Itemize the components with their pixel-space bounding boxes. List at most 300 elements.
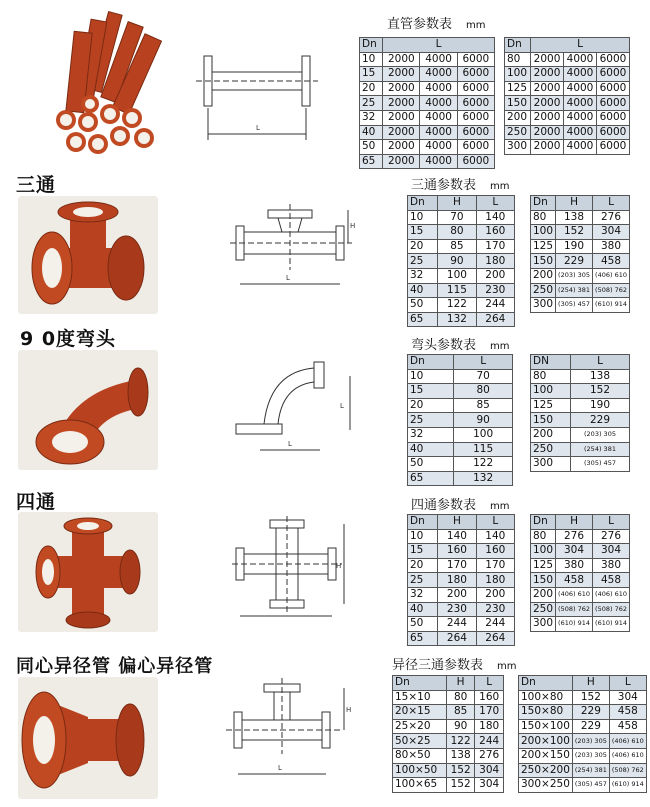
table-cell: 15 bbox=[360, 67, 383, 82]
table-row bbox=[505, 67, 630, 82]
column-header: Dn bbox=[531, 196, 556, 211]
table-cell: 2000 bbox=[531, 52, 564, 67]
unit-text: mm bbox=[490, 501, 510, 512]
table-cell: 50 bbox=[408, 298, 438, 313]
table-cell: 80 bbox=[531, 529, 556, 544]
table-cell: 200×100 bbox=[519, 734, 573, 749]
length-label: L bbox=[256, 124, 260, 132]
table-row bbox=[531, 457, 630, 472]
table-header-row bbox=[408, 515, 515, 530]
table-cell: 300 bbox=[505, 140, 531, 155]
column-header: Dn bbox=[531, 515, 556, 530]
table-cell: 150 bbox=[531, 573, 556, 588]
table-cell: 6000 bbox=[457, 81, 494, 96]
table-cell: 125 bbox=[531, 558, 556, 573]
table-cell: (406) 610 bbox=[556, 587, 593, 602]
table-cell: 230 bbox=[438, 602, 476, 617]
table-cell: 250 bbox=[531, 602, 556, 617]
table-row bbox=[393, 705, 504, 720]
table-cell: 170 bbox=[476, 239, 514, 254]
table-cell: 50 bbox=[360, 140, 383, 155]
table-row bbox=[408, 254, 515, 269]
unit-text: mm bbox=[497, 661, 517, 672]
elbow-table-right bbox=[530, 354, 630, 472]
table-row bbox=[519, 778, 647, 793]
height-label: H bbox=[346, 706, 352, 714]
table-row bbox=[360, 154, 495, 169]
table-cell: 152 bbox=[446, 763, 475, 778]
table-row bbox=[408, 427, 513, 442]
table-row bbox=[531, 544, 630, 559]
table-row bbox=[408, 544, 515, 559]
table-cell: 4000 bbox=[564, 140, 597, 155]
table-cell: 4000 bbox=[564, 52, 597, 67]
table-row bbox=[531, 398, 630, 413]
table-cell: 4000 bbox=[420, 81, 457, 96]
title-text: 四通参数表 bbox=[411, 498, 477, 513]
table-cell: 80 bbox=[438, 225, 476, 240]
table-cell: 230 bbox=[476, 283, 514, 298]
column-header: Dn bbox=[505, 38, 531, 53]
cross-section-title: 四通 bbox=[16, 491, 57, 513]
table-cell: 300 bbox=[531, 617, 556, 632]
table-row bbox=[408, 587, 515, 602]
table-header-row bbox=[531, 515, 630, 530]
reducing-tee-drawing bbox=[226, 678, 366, 788]
table-cell: 229 bbox=[572, 705, 609, 720]
table-cell: 125 bbox=[505, 81, 531, 96]
elbow-section-title: 9 0度弯头 bbox=[20, 328, 117, 350]
table-row bbox=[531, 283, 630, 298]
table-cell: 80 bbox=[531, 369, 571, 384]
table-cell: 15 bbox=[408, 225, 438, 240]
tee-section-title: 三通 bbox=[16, 174, 57, 196]
table-cell: 4000 bbox=[420, 96, 457, 111]
table-cell: 85 bbox=[454, 398, 513, 413]
table-cell: 200 bbox=[531, 268, 556, 283]
table-cell: (305) 457 bbox=[570, 457, 629, 472]
table-cell: 160 bbox=[476, 544, 514, 559]
table-cell: 2000 bbox=[383, 81, 420, 96]
table-cell: 70 bbox=[454, 369, 513, 384]
tee-table-left bbox=[407, 195, 515, 327]
table-row bbox=[408, 631, 515, 646]
table-cell: 6000 bbox=[597, 110, 630, 125]
table-cell: 244 bbox=[438, 617, 476, 632]
table-cell: 4000 bbox=[420, 140, 457, 155]
table-cell: 2000 bbox=[531, 81, 564, 96]
table-cell: 6000 bbox=[457, 110, 494, 125]
table-cell: 25 bbox=[408, 413, 454, 428]
table-row bbox=[360, 52, 495, 67]
reducing-tee-table-title bbox=[392, 654, 517, 673]
table-cell: 2000 bbox=[383, 96, 420, 111]
table-row bbox=[531, 298, 630, 313]
table-row bbox=[531, 369, 630, 384]
table-cell: 6000 bbox=[457, 140, 494, 155]
elbow-table-left bbox=[407, 354, 513, 486]
table-row bbox=[505, 52, 630, 67]
table-row bbox=[393, 690, 504, 705]
tee-photo bbox=[18, 196, 158, 314]
reducer-photo bbox=[18, 677, 158, 799]
title-text: 三通参数表 bbox=[411, 178, 477, 193]
height-label: L bbox=[340, 402, 344, 410]
column-header: L bbox=[454, 355, 513, 370]
elbow-photo bbox=[18, 350, 158, 470]
table-row bbox=[408, 210, 515, 225]
table-row bbox=[408, 442, 513, 457]
column-header: Dn bbox=[408, 196, 438, 211]
straight-table-title bbox=[387, 13, 486, 32]
column-header: Dn bbox=[519, 676, 573, 691]
table-cell: 170 bbox=[476, 558, 514, 573]
table-cell: 2000 bbox=[531, 140, 564, 155]
column-header: H bbox=[438, 515, 476, 530]
table-cell: 40 bbox=[360, 125, 383, 140]
table-cell: (406) 610 bbox=[609, 734, 646, 749]
table-cell: 250 bbox=[505, 125, 531, 140]
table-cell: 40 bbox=[408, 442, 454, 457]
elbow-drawing bbox=[230, 352, 370, 464]
table-cell: 100 bbox=[531, 384, 571, 399]
table-row bbox=[531, 617, 630, 632]
column-header: L bbox=[609, 676, 646, 691]
table-row bbox=[393, 748, 504, 763]
column-header: L bbox=[476, 196, 514, 211]
table-header-row bbox=[505, 38, 630, 53]
table-row bbox=[519, 734, 647, 749]
table-row bbox=[393, 719, 504, 734]
table-cell: 2000 bbox=[531, 125, 564, 140]
table-cell: 304 bbox=[609, 690, 646, 705]
table-cell: 180 bbox=[475, 719, 504, 734]
table-cell: 304 bbox=[593, 225, 630, 240]
table-cell: 90 bbox=[454, 413, 513, 428]
table-cell: 200 bbox=[531, 427, 571, 442]
table-cell: 122 bbox=[446, 734, 475, 749]
table-cell: 25×20 bbox=[393, 719, 447, 734]
table-row bbox=[531, 384, 630, 399]
table-cell: (254) 381 bbox=[572, 763, 609, 778]
table-row bbox=[408, 558, 515, 573]
table-cell: 6000 bbox=[597, 52, 630, 67]
table-cell: 160 bbox=[476, 225, 514, 240]
table-cell: 6000 bbox=[597, 67, 630, 82]
table-cell: 20×15 bbox=[393, 705, 447, 720]
table-cell: 200 bbox=[476, 587, 514, 602]
table-cell: 132 bbox=[438, 312, 476, 327]
table-row bbox=[408, 529, 515, 544]
column-header: L bbox=[531, 38, 630, 53]
table-cell: 32 bbox=[408, 427, 454, 442]
table-cell: 140 bbox=[476, 210, 514, 225]
table-cell: 80 bbox=[505, 52, 531, 67]
table-cell: 250 bbox=[531, 283, 556, 298]
table-cell: 458 bbox=[593, 573, 630, 588]
table-cell: (508) 762 bbox=[609, 763, 646, 778]
table-cell: (610) 914 bbox=[593, 617, 630, 632]
table-cell: 170 bbox=[475, 705, 504, 720]
table-row bbox=[408, 602, 515, 617]
table-cell: 180 bbox=[438, 573, 476, 588]
table-row bbox=[531, 587, 630, 602]
table-cell: 190 bbox=[556, 239, 593, 254]
table-cell: (610) 914 bbox=[593, 298, 630, 313]
table-cell: 250 bbox=[531, 442, 571, 457]
table-row bbox=[408, 239, 515, 254]
table-cell: 170 bbox=[438, 558, 476, 573]
table-row bbox=[531, 239, 630, 254]
table-cell: 15×10 bbox=[393, 690, 447, 705]
table-row bbox=[531, 427, 630, 442]
table-cell: 20 bbox=[408, 558, 438, 573]
column-header: DN bbox=[531, 355, 571, 370]
table-row bbox=[531, 413, 630, 428]
table-cell: 180 bbox=[476, 254, 514, 269]
table-cell: 80 bbox=[454, 384, 513, 399]
table-cell: 4000 bbox=[564, 96, 597, 111]
table-cell: 244 bbox=[476, 298, 514, 313]
table-cell: 180 bbox=[476, 573, 514, 588]
table-cell: 300 bbox=[531, 298, 556, 313]
table-cell: (254) 381 bbox=[556, 283, 593, 298]
table-cell: 65 bbox=[408, 471, 454, 486]
table-cell: (406) 610 bbox=[593, 587, 630, 602]
table-header-row bbox=[531, 355, 630, 370]
table-cell: 152 bbox=[556, 225, 593, 240]
cross-photo bbox=[18, 512, 158, 632]
table-cell: 50 bbox=[408, 617, 438, 632]
table-row bbox=[505, 125, 630, 140]
table-row bbox=[408, 457, 513, 472]
table-cell: 85 bbox=[438, 239, 476, 254]
table-cell: 6000 bbox=[457, 67, 494, 82]
table-cell: (406) 610 bbox=[593, 268, 630, 283]
table-row bbox=[408, 617, 515, 632]
table-row bbox=[531, 442, 630, 457]
table-cell: 380 bbox=[556, 558, 593, 573]
table-cell: 32 bbox=[408, 268, 438, 283]
column-header: Dn bbox=[393, 676, 447, 691]
table-cell: 2000 bbox=[531, 110, 564, 125]
table-row bbox=[360, 110, 495, 125]
straight-pipe-photo bbox=[28, 10, 168, 158]
column-header: L bbox=[476, 515, 514, 530]
table-cell: (305) 457 bbox=[556, 298, 593, 313]
table-row bbox=[531, 573, 630, 588]
column-header: L bbox=[475, 676, 504, 691]
table-cell: 200×150 bbox=[519, 748, 573, 763]
table-cell: 300×250 bbox=[519, 778, 573, 793]
column-header: Dn bbox=[408, 515, 438, 530]
table-cell: 20 bbox=[408, 398, 454, 413]
table-row bbox=[360, 67, 495, 82]
table-cell: 229 bbox=[556, 254, 593, 269]
table-cell: (406) 610 bbox=[609, 748, 646, 763]
table-cell: 25 bbox=[408, 573, 438, 588]
table-cell: 100 bbox=[454, 427, 513, 442]
table-cell: 230 bbox=[476, 602, 514, 617]
table-cell: 380 bbox=[593, 239, 630, 254]
table-cell: 4000 bbox=[420, 52, 457, 67]
table-cell: 6000 bbox=[597, 140, 630, 155]
column-header: Dn bbox=[360, 38, 383, 53]
table-cell: (203) 305 bbox=[572, 748, 609, 763]
cross-table-right bbox=[530, 514, 630, 632]
table-cell: 6000 bbox=[597, 81, 630, 96]
table-cell: 2000 bbox=[531, 67, 564, 82]
table-cell: 65 bbox=[408, 631, 438, 646]
unit-text: mm bbox=[490, 341, 510, 352]
unit-text: mm bbox=[490, 181, 510, 192]
table-row bbox=[531, 210, 630, 225]
table-cell: 138 bbox=[556, 210, 593, 225]
table-header-row bbox=[360, 38, 495, 53]
table-cell: (610) 914 bbox=[609, 778, 646, 793]
table-cell: 80 bbox=[446, 690, 475, 705]
table-header-row bbox=[519, 676, 647, 691]
column-header: L bbox=[570, 355, 629, 370]
table-cell: 300 bbox=[531, 457, 571, 472]
column-header: L bbox=[383, 38, 495, 53]
table-row bbox=[408, 413, 513, 428]
table-row bbox=[519, 763, 647, 778]
unit-text: mm bbox=[466, 20, 486, 31]
table-cell: 150×100 bbox=[519, 719, 573, 734]
table-row bbox=[408, 312, 515, 327]
table-row bbox=[393, 734, 504, 749]
table-cell: 100 bbox=[531, 225, 556, 240]
table-cell: 150 bbox=[505, 96, 531, 111]
table-cell: 2000 bbox=[531, 96, 564, 111]
table-cell: (203) 305 bbox=[556, 268, 593, 283]
table-cell: (508) 762 bbox=[593, 283, 630, 298]
table-cell: 10 bbox=[360, 52, 383, 67]
table-cell: 138 bbox=[570, 369, 629, 384]
table-cell: 70 bbox=[438, 210, 476, 225]
column-header: H bbox=[572, 676, 609, 691]
table-cell: 25 bbox=[360, 96, 383, 111]
table-cell: 458 bbox=[609, 705, 646, 720]
tee-drawing bbox=[230, 200, 370, 296]
table-cell: 264 bbox=[476, 312, 514, 327]
table-cell: 200 bbox=[531, 587, 556, 602]
table-row bbox=[531, 268, 630, 283]
tee-table-title bbox=[411, 174, 510, 193]
column-header: H bbox=[438, 196, 476, 211]
table-row bbox=[360, 96, 495, 111]
table-cell: 152 bbox=[446, 778, 475, 793]
reducing-tee-table-left bbox=[392, 675, 504, 793]
table-cell: 80×50 bbox=[393, 748, 447, 763]
table-cell: 100 bbox=[505, 67, 531, 82]
table-cell: 32 bbox=[408, 587, 438, 602]
title-text: 异径三通参数表 bbox=[392, 658, 484, 673]
table-cell: 4000 bbox=[420, 110, 457, 125]
table-cell: 150×80 bbox=[519, 705, 573, 720]
table-cell: 458 bbox=[609, 719, 646, 734]
table-header-row bbox=[531, 196, 630, 211]
table-cell: 90 bbox=[438, 254, 476, 269]
table-cell: 2000 bbox=[383, 110, 420, 125]
height-label: H bbox=[336, 562, 342, 570]
table-cell: (305) 457 bbox=[572, 778, 609, 793]
table-row bbox=[531, 558, 630, 573]
table-cell: 80 bbox=[531, 210, 556, 225]
straight-table-left bbox=[359, 37, 495, 169]
elbow-table-title bbox=[411, 334, 510, 353]
table-cell: 25 bbox=[408, 254, 438, 269]
straight-table-right bbox=[504, 37, 630, 155]
table-row bbox=[408, 471, 513, 486]
table-row bbox=[519, 748, 647, 763]
table-row bbox=[360, 81, 495, 96]
column-header: H bbox=[446, 676, 475, 691]
table-cell: 276 bbox=[593, 210, 630, 225]
table-cell: 100×80 bbox=[519, 690, 573, 705]
column-header: L bbox=[593, 196, 630, 211]
table-cell: 15 bbox=[408, 384, 454, 399]
table-cell: 140 bbox=[476, 529, 514, 544]
table-cell: 4000 bbox=[564, 125, 597, 140]
table-cell: 10 bbox=[408, 369, 454, 384]
table-cell: 6000 bbox=[457, 52, 494, 67]
table-cell: 4000 bbox=[564, 110, 597, 125]
table-cell: 2000 bbox=[383, 125, 420, 140]
table-cell: 20 bbox=[408, 239, 438, 254]
table-cell: (254) 381 bbox=[570, 442, 629, 457]
table-cell: 65 bbox=[360, 154, 383, 169]
table-cell: 200 bbox=[476, 268, 514, 283]
reducing-tee-table-right bbox=[518, 675, 647, 793]
table-row bbox=[393, 763, 504, 778]
table-cell: 125 bbox=[531, 398, 571, 413]
reducer-section-title: 同心异径管 偏心异径管 bbox=[16, 656, 214, 677]
table-cell: 458 bbox=[556, 573, 593, 588]
table-row bbox=[519, 719, 647, 734]
table-cell: 244 bbox=[475, 734, 504, 749]
table-row bbox=[408, 398, 513, 413]
table-cell: 380 bbox=[593, 558, 630, 573]
table-cell: 65 bbox=[408, 312, 438, 327]
table-cell: 132 bbox=[454, 471, 513, 486]
table-cell: 122 bbox=[454, 457, 513, 472]
table-cell: 6000 bbox=[597, 125, 630, 140]
table-cell: 2000 bbox=[383, 154, 420, 169]
table-cell: (203) 305 bbox=[572, 734, 609, 749]
table-row bbox=[360, 125, 495, 140]
table-row bbox=[519, 705, 647, 720]
table-cell: 160 bbox=[438, 544, 476, 559]
table-cell: 458 bbox=[593, 254, 630, 269]
table-cell: 304 bbox=[475, 778, 504, 793]
height-label: H bbox=[350, 222, 356, 230]
table-row bbox=[408, 268, 515, 283]
table-cell: 125 bbox=[531, 239, 556, 254]
table-cell: 304 bbox=[556, 544, 593, 559]
table-cell: 40 bbox=[408, 602, 438, 617]
table-row bbox=[531, 254, 630, 269]
table-cell: 152 bbox=[572, 690, 609, 705]
cross-table-title bbox=[411, 494, 510, 513]
table-cell: 4000 bbox=[564, 81, 597, 96]
length-label: L bbox=[288, 440, 292, 448]
table-cell: 10 bbox=[408, 210, 438, 225]
table-row bbox=[393, 778, 504, 793]
table-cell: 2000 bbox=[383, 52, 420, 67]
table-cell: 2000 bbox=[383, 67, 420, 82]
